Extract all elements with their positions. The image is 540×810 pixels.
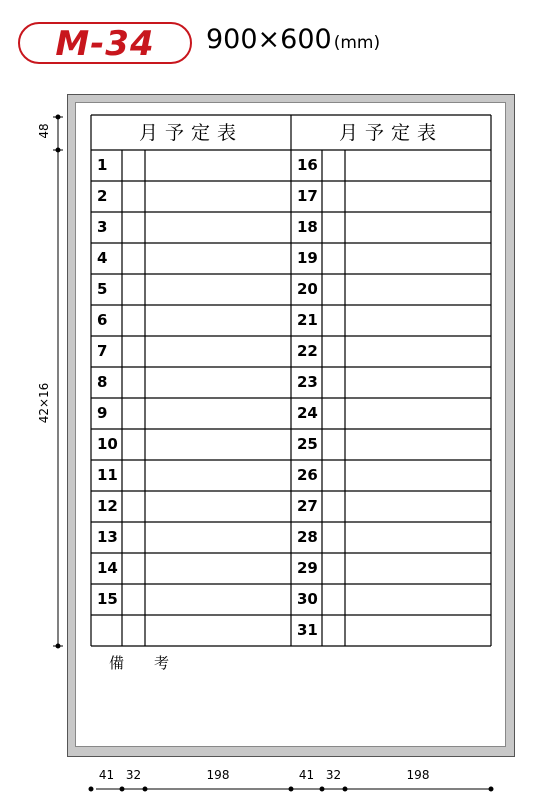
day-number: 22 xyxy=(297,342,318,360)
dim-column-width: 41 xyxy=(98,768,115,782)
day-number: 18 xyxy=(297,218,318,236)
dim-rows: 42×16 xyxy=(37,382,51,424)
day-number: 7 xyxy=(97,342,108,360)
day-number: 10 xyxy=(97,435,118,453)
day-number: 2 xyxy=(97,187,108,205)
left-header: 月予定表 xyxy=(138,122,243,144)
day-number: 4 xyxy=(97,249,108,267)
day-number: 12 xyxy=(97,497,118,515)
day-number: 25 xyxy=(297,435,318,453)
day-number: 14 xyxy=(97,559,118,577)
day-number: 26 xyxy=(297,466,318,484)
model-badge xyxy=(18,22,192,64)
day-number xyxy=(91,615,122,646)
size-unit: (mm) xyxy=(333,33,381,53)
day-number: 23 xyxy=(297,373,318,391)
day-number: 31 xyxy=(297,621,318,639)
dim-column-width: 198 xyxy=(206,768,230,782)
size-value: 900×600 xyxy=(206,24,332,55)
day-number: 20 xyxy=(297,280,318,298)
day-number: 29 xyxy=(297,559,318,577)
day-number: 9 xyxy=(97,404,108,422)
day-number: 27 xyxy=(297,497,318,515)
day-number: 21 xyxy=(297,311,318,329)
dim-header-height: 48 xyxy=(37,123,51,139)
day-number: 13 xyxy=(97,528,118,546)
model-code: M-34 xyxy=(55,24,155,64)
dim-column-width: 41 xyxy=(298,768,315,782)
day-number: 24 xyxy=(297,404,318,422)
day-number: 15 xyxy=(97,590,118,608)
notes-label: 備 考 xyxy=(109,654,170,672)
day-number: 5 xyxy=(97,280,108,298)
day-number: 28 xyxy=(297,528,318,546)
size-spec xyxy=(206,24,380,55)
day-number: 3 xyxy=(97,218,108,236)
dim-column-width: 32 xyxy=(325,768,342,782)
right-header: 月予定表 xyxy=(338,122,443,144)
day-number: 11 xyxy=(97,466,118,484)
day-number: 17 xyxy=(297,187,318,205)
dim-column-width: 198 xyxy=(406,768,430,782)
day-number: 19 xyxy=(297,249,318,267)
dim-column-width: 32 xyxy=(125,768,142,782)
day-number: 6 xyxy=(97,311,108,329)
day-number: 1 xyxy=(97,156,108,174)
day-number: 8 xyxy=(97,373,108,391)
day-number: 16 xyxy=(297,156,318,174)
day-number: 30 xyxy=(297,590,318,608)
